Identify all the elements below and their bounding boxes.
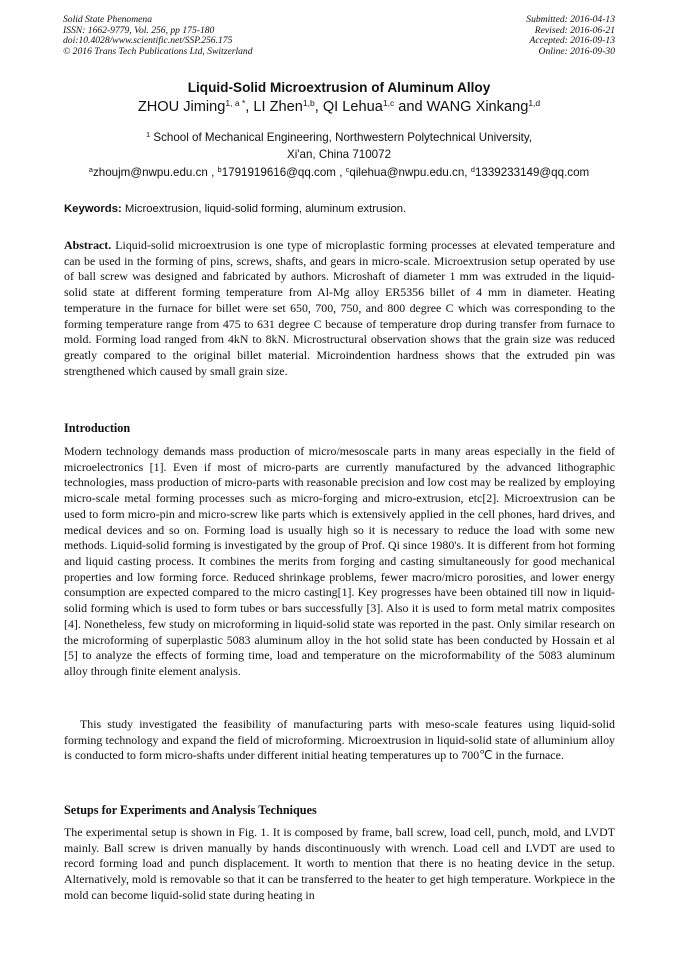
email-link[interactable]: zhoujm@nwpu.edu.cn bbox=[92, 166, 208, 179]
email-link[interactable]: 1339233149@qq.com bbox=[474, 166, 590, 179]
journal-copyright: © 2016 Trans Tech Publications Ltd, Switzerland bbox=[63, 45, 253, 57]
section-heading-setup: Setups for Experiments and Analysis Techniques bbox=[64, 803, 317, 817]
keywords-text: Microextrusion, liquid-solid forming, aluminum extrusion. bbox=[124, 203, 407, 215]
email-link[interactable]: 1791919616@qq.com bbox=[221, 166, 336, 179]
author-list bbox=[0, 99, 678, 115]
setup-paragraph-1: The experimental setup is shown in Fig. 1. It is composed by frame, ball screw, load cell, punch, mold, and LVDT mainly. Ball screw is driven manually by hands discontinuously with wrench. Load cell and LVDT are used to record forming load and punch displacement. It worth to mention that there is no heating device in the setup. Alternatively, mold is removable so that it can be transferred to the heater to get high temperature. Workpiece in the mold can become liquid-solid state during heating in bbox=[64, 825, 615, 902]
date-accepted: Accepted: 2016-09-13 bbox=[529, 35, 615, 47]
keywords bbox=[64, 203, 616, 215]
abstract-label: Abstract. bbox=[64, 238, 112, 252]
email-sup: b bbox=[217, 165, 222, 174]
journal-name: Solid State Phenomena bbox=[63, 14, 152, 25]
affiliation-sup: 1 bbox=[145, 130, 151, 139]
journal-doi: doi:10.4028/www.scientific.net/SSP.256.175 bbox=[63, 35, 233, 47]
journal-info bbox=[63, 15, 253, 57]
author-sup: 1,d bbox=[528, 98, 541, 108]
author-sup: 1, a * bbox=[225, 98, 246, 108]
email-sup: d bbox=[470, 165, 475, 174]
date-online: Online: 2016-09-30 bbox=[538, 45, 615, 57]
email-sep: , bbox=[207, 166, 218, 179]
author-name: QI Lehua bbox=[322, 99, 383, 115]
date-revised: Revised: 2016-06-21 bbox=[534, 24, 615, 36]
date-submitted: Submitted: 2016-04-13 bbox=[526, 14, 615, 25]
author-name: ZHOU Jiming bbox=[137, 99, 226, 115]
author-sep: , bbox=[314, 99, 323, 115]
paper-title: Liquid-Solid Microextrusion of Aluminum Alloy bbox=[187, 80, 491, 95]
author-sup: 1,b bbox=[302, 98, 315, 108]
email-sup: c bbox=[345, 165, 350, 174]
author-name: WANG Xinkang bbox=[426, 99, 529, 115]
abstract-text: Liquid-solid microextrusion is one type of microplastic forming processes at elevated temperature and can be used in the forming of pins, screws, shafts, and gears in micro-scale. Microextrusion setup operated by use of ball screw was designed and fabricated by authors. Microshaft of diameter 1 mm was extruded in the liquid-solid state at different forming temperature from Al-Mg alloy ER5356 billet of 4 mm in diameter. Heating temperature in the furnace for billet were set 650, 700, 750, and 800 degree C which was corresponding to the forming temperature range from 475 to 631 degree C because of temperature drop during transfer from furnace to mold. Forming load ranged from 4kN to 8kN. Microstructural observation shows that the grain size was reduced greatly compared to the original billet material. Microindention hardness shows that the extruded pin was strengthened which caused by small grain size. bbox=[64, 238, 615, 378]
author-sup: 1,c bbox=[382, 98, 395, 108]
affiliation-line2: Xi'an, China 710072 bbox=[286, 148, 392, 161]
affiliation-line1: School of Mechanical Engineering, Northwestern Polytechnical University, bbox=[153, 131, 533, 144]
email-link[interactable]: qilehua@nwpu.edu.cn, bbox=[349, 166, 468, 179]
email-list bbox=[0, 166, 678, 179]
author-name: LI Zhen bbox=[253, 99, 303, 115]
journal-issn: ISSN: 1662-9779, Vol. 256, pp 175-180 bbox=[63, 24, 215, 36]
abstract bbox=[64, 238, 615, 379]
email-sep: , bbox=[335, 166, 346, 179]
submission-dates bbox=[526, 15, 615, 57]
author-sep: , bbox=[245, 99, 254, 115]
intro-paragraph-2: This study investigated the feasibility of manufacturing parts with meso-scale features using liquid-solid forming technology and expand the field of microforming. Microextrusion in liquid-solid state of alluminium alloy is conducted to form micro-shafts under different initial heating temperatures up to 700℃ in the furnace. bbox=[64, 717, 615, 763]
affiliation bbox=[0, 129, 678, 163]
author-sep: and bbox=[394, 99, 427, 115]
email-sup: a bbox=[88, 165, 93, 174]
section-heading-introduction: Introduction bbox=[64, 421, 131, 435]
intro-paragraph-1: Modern technology demands mass production of micro/mesoscale parts in many areas especially in the field of microelectronics [1]. Even if most of micro-parts are currently manufactured by the advanced lithographic technologies, mass production of micro-parts with reasonable precision and low cost may be realized by employing micro-scale metal forming processes such as micro-forging and micro-extrusion, etc[2]. Microextrusion can be used to form micro-pin and micro-screw like parts which is extensively applied in the cell phones, hard drives, and medical devices and so on. Forming load is usually high so it is necessary to reduce the load with some new methods. Liquid-solid forming is investigated by the group of Prof. Qi since 1980's. It is different from hot forming and liquid casting process. It combines the merits from forging and casting simultaneously for good mechanical properties and low forming force. Reduced shrinkage problems, fewer macro/micro porosities, and lower energy consumption are expected compared to the micro casting[1]. Key progresses have been obtained till now in liquid-solid forming which is used to form tubes or bars successfully [3]. Also it is used to form metal matrix composites [4]. Nonetheless, few study on microforming in liquid-solid state was reported in the past. Only similar research on the microforming of superplastic 5083 aluminum alloy in the hot solid state has been conducted by Hossain et al [5] to analyze the effects of forming time, load and temperature on the microformability of the 5083 aluminum alloy through finite element analysis. bbox=[64, 444, 615, 679]
keywords-label: Keywords: bbox=[64, 203, 122, 215]
